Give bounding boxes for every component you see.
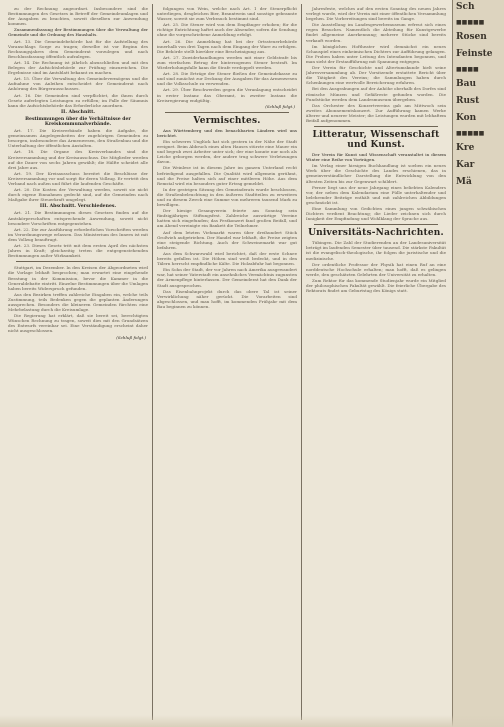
paragraph: Ein schweres Unglück hat sich gestern in der Nähe der Stadt ereignet. Beim Abbruch eines alten Hauses stürzte eine Mauer ein und begrub zwei Arbeiter unter sich; der eine konnte nur noch als Leiche geborgen werden, der andere trug schwere Verletzungen davon.: [157, 138, 297, 165]
advert-fragment: ■■■■: [456, 66, 479, 73]
paragraph: Die Regierung hat erklärt, daß sie bereit sei, berechtigten Wünschen Rechnung zu tragen, soweit dies mit den Grundsätzen des Entwurfs vereinbar sei. Eine Verständigung erscheint daher nicht ausgeschlossen.: [8, 313, 148, 334]
column-rule: [301, 4, 302, 720]
paragraph: Der Verein für Geschichte und Altertumskunde hielt seine Jahresversammlung ab. Der Vorsitzende erstattete Bericht über die Tätigkeit des Vereins; die Sammlungen haben durch Schenkungen eine wertvolle Bereicherung erfahren.: [306, 65, 446, 86]
divider: [314, 224, 438, 225]
paragraph: Art. 25. Die Steuer wird von dem Empfänger erhoben; für die richtige Entrichtung haftet auch der Absender, sofern die Sendung ohne die vorgeschriebene Anmeldung erfolgt.: [157, 22, 297, 38]
paragraph: Das Eisenbahnprojekt durch das obere Tal ist seiner Verwirklichung näher gerückt. Die Vorarbeiten sind abgeschlossen, und man hofft, im kommenden Frühjahr mit dem Bau beginnen zu können.: [157, 288, 297, 309]
advert-fragment: ■■■■■: [456, 130, 485, 137]
advert-fragment: Feinste: [456, 49, 493, 59]
section-title: II. Abschnitt.: [61, 109, 95, 115]
paragraph: Der ordentliche Professor der Physik hat einen Ruf an eine norddeutsche Hochschule erhalten; man hofft, daß es gelingen werde, den geschätzten Gelehrten der Universität zu erhalten.: [306, 261, 446, 277]
paragraph: Zusammenfassung der Bestimmungen über die Verwaltung der Gemeinde und die Ordnung des Haushalts.: [8, 27, 148, 38]
continued-note: (Schluß folgt.): [265, 103, 295, 109]
column-3: [306, 6, 446, 722]
advert-fragment: Rust: [456, 96, 480, 106]
paragraph: Das Orchester des Konzertvereins gab am Mittwoch sein zweites Abonnementskonzert. Zur Aufführung kamen Werke älterer und neuerer Meister; die Leistungen wurden mit lebhaftem Beifall aufgenommen.: [306, 102, 446, 123]
paragraph: In der gestrigen Sitzung des Gemeinderats wurde beschlossen, die Straßenbeleuchtung in den äußeren Stadtteilen zu erweitern und zu diesem Zweck eine Summe von mehreren tausend Mark zu bewilligen.: [157, 186, 297, 208]
paragraph: Ein Sohn der Stadt, der vor Jahren nach Amerika ausgewandert war, hat seiner Vaterstadt ein ansehnliches Vermächtnis zugunsten der Armenpflege hinterlassen. Der Gemeinderat hat den Dank der Stadt ausgesprochen.: [157, 267, 297, 288]
paragraph: Jahresfeste, welches auf den ersten Sonntag des neuen Jahres verlegt wurde, wird der Verein mit einer öffentlichen Versammlung begehen. Die Vorbereitungen sind bereits im Gange.: [306, 6, 446, 22]
paragraph: Art. 29. Über Beschwerden gegen die Veranlagung entscheidet in erster Instanz das Oberamt, in zweiter Instanz die Kreisregierung endgültig.: [157, 87, 297, 103]
section-subtitle: Bestimmungen über die Verhältnisse der Kreiskommunalverbände.: [25, 116, 131, 127]
section-title: III. Abschnitt. Verschiedenes.: [39, 204, 117, 210]
divider: [314, 126, 438, 127]
paragraph: Art. 23. Dieses Gesetz tritt mit dem ersten April des nächsten Jahres in Kraft; gleichzeitig treten die entgegenstehenden Bestimmungen außer Wirksamkeit.: [8, 243, 148, 259]
advert-fragment: Rosen: [456, 32, 487, 42]
section-heading: Vermischtes.: [193, 115, 261, 126]
divider: [16, 261, 140, 262]
paragraph: Art. 26. Die Anmeldung hat bei der Ortssteuerbehörde innerhalb von drei Tagen nach dem Eingang der Ware zu erfolgen. Die Behörde stellt hierüber eine Bescheinigung aus.: [157, 38, 297, 54]
page-shadow: [0, 715, 504, 727]
paragraph: folgungen von Wein, welche nach Art. 1 der Steuerpflicht unterliegen, desgleichen Bier, Branntwein und sonstige gebrannte Wasser, soweit sie zum Verbrauch bestimmt sind.: [157, 6, 297, 22]
paragraph: Art. 17. Die Kreisverbände haben die Aufgabe, die gemeinsamen Angelegenheiten der zugehörigen Gemeinden zu besorgen, insbesondere das Armenwesen, den Straßenbau und die Unterhaltung der öffentlichen Anstalten.: [8, 128, 148, 149]
advert-fragment: Bau: [456, 79, 476, 89]
paragraph: Tübingen. Die Zahl der Studierenden an der Landesuniversität beträgt im laufenden Semester über tausend. Die stärkste Fakultät ist die evangelisch-theologische, ihr folgen die juristische und die medizinische.: [306, 240, 446, 261]
paragraph: Art. 15. Über die Verwaltung des Gemeindevermögens und die Aufnahme von Anleihen entscheidet der Gemeinderat nach Anhörung des Bürgerausschusses.: [8, 76, 148, 92]
divider: [165, 112, 289, 113]
paragraph: Die Ausstellung im Landesgewerbemuseum erfreut sich eines regen Besuches. Namentlich die Abteilung für Kunstgewerbe findet allgemeine Anerkennung; mehrere Stücke sind bereits verkauft worden.: [306, 22, 446, 43]
column-1: [8, 6, 148, 722]
paragraph: Die Weinlese ist in diesem Jahre im ganzen Unterland recht befriedigend ausgefallen. Die Qualität wird allgemein gerühmt, und die Preise halten sich auf einer mittleren Höhe. Aus dem Remstal wird ein besonders guter Ertrag gemeldet.: [157, 165, 297, 186]
paragraph: Auf dem letzten Viehmarkt waren über dreihundert Stück Großvieh aufgetrieben. Der Handel war lebhaft, die Preise zeigten eine steigende Richtung. Auch der Schweinemarkt war gut befahren.: [157, 229, 297, 250]
advert-fragment: Kar: [456, 160, 475, 170]
section-heading: Litteratur, Wissenschaft und Kunst.: [312, 130, 440, 151]
paragraph: Art. 19. Der Kreisausschuss bereitet die Beschlüsse der Kreisversammlung vor und sorgt für deren Vollzug. Er vertritt den Verband nach außen und führt die laufenden Geschäfte.: [8, 170, 148, 186]
section-heading: Universitäts-Nachrichten.: [308, 228, 444, 239]
paragraph: Ferner liegt uns der neue Jahrgang eines beliebten Kalenders vor, der neben dem Kalendarium eine Fülle unterhaltender und belehrender Beiträge enthält und mit zahlreichen Abbildungen geschmückt ist.: [306, 184, 446, 205]
paragraph: Art. 18. Die Organe des Kreisverbandes sind die Kreisversammlung und der Kreisausschuss. Die Mitglieder werden auf die Dauer von sechs Jahren gewählt; die Hälfte scheidet alle drei Jahre aus.: [8, 149, 148, 170]
advert-fragment: ■■■■■: [456, 19, 485, 26]
paragraph: Der Verein für Kunst und Wissenschaft veranstaltet in diesem Winter eine Reihe von Vorträgen.: [306, 152, 446, 163]
column-2: [157, 6, 297, 722]
advert-fragment: Sch: [456, 2, 475, 12]
paragraph: Art. 21. Die Bestimmungen dieses Gesetzes finden auf die Amtskörperschaften entsprechende Anwendung, soweit nicht besondere Vorschriften entgegenstehen.: [8, 210, 148, 226]
paragraph: Art. 20. Die Kosten der Verwaltung werden, soweit sie nicht durch eigene Einnahmen gedeckt sind, auf die Gemeinden nach Maßgabe ihrer Steuerkraft umgelegt.: [8, 187, 148, 203]
paragraph: Der hiesige Gesangverein feierte am Sonntag sein fünfzigjähriges Stiftungsfest. Zahlreiche auswärtige Vereine hatten sich eingefunden; das Festkonzert fand großen Beifall, und am Abend vereinigte ein Bankett die Teilnehmer.: [157, 208, 297, 229]
adjacent-page-edge: [452, 0, 504, 727]
paragraph: Art. 27. Zuwiderhandlungen werden mit einer Geldstrafe bis zum vierfachen Betrag der hinterzogenen Steuer bestraft. Im Wiederholungsfalle kann die Strafe verdoppelt werden.: [157, 54, 297, 71]
paragraph: Art. 28. Die Erträge der Steuer fließen der Gemeindekasse zu und sind zunächst zur Deckung der Ausgaben für das Armenwesen und die Volksschule zu verwenden.: [157, 71, 297, 87]
advert-fragment: Mä: [456, 177, 472, 187]
paragraph: Stuttgart, im Dezember. In den Kreisen der Abgeordneten wird die Vorlage lebhaft besprochen; man erwartet eine eingehende Beratung in der Kommission, bevor die Kammer in die Generaldebatte eintritt. Einzelne Bestimmungen über die Umlagen haben bereits Widerspruch gefunden.: [8, 265, 148, 291]
paragraph: zu der Rechnung angeordnet. Insbesondere sind die Bestimmungen des Gesetzes in Betreff der Gemeindeumlagen und der Ausgaben zu beachten, soweit dieselben zur Anwendung kommen.: [8, 6, 148, 27]
paragraph: Im königlichen Hoftheater wird demnächst ein neues Schauspiel eines einheimischen Dichters zur Aufführung gelangen. Die Proben haben unter Leitung des Intendanten begonnen, und man sieht der Erstaufführung mit Spannung entgegen.: [306, 43, 446, 64]
paragraph: Zum Rektor für das kommende Studienjahr wurde ein Mitglied der philosophischen Fakultät gewählt. Die feierliche Übergabe des Rektorats findet am Geburtstag des Königs statt.: [306, 277, 446, 294]
paragraph: Eine Sammlung von Gedichten eines jungen schwäbischen Dichters verdient Beachtung; die Lieder zeichnen sich durch Innigkeit der Empfindung und Wohlklang der Sprache aus.: [306, 206, 446, 222]
advert-fragment: Kre: [456, 143, 475, 153]
paragraph: Im Verlag einer hiesigen Buchhandlung ist soeben ein neues Werk über die Geschichte des Landes erschienen, das in gemeinverständlicher Darstellung die Entwicklung von den ältesten Zeiten bis zur Gegenwart schildert.: [306, 163, 446, 184]
paragraph: Art. 14. Die Rechnung ist jährlich abzuschließen und mit den Belegen der Aufsichtsbehörde zur Prüfung einzureichen. Die Ergebnisse sind im Amtsblatt bekannt zu machen.: [8, 59, 148, 76]
paragraph: Aus dem Schwarzwald wird berichtet, daß der erste Schnee bereits gefallen ist. Die Höhen sind weiß bedeckt, und in den Tälern herrscht empfindliche Kälte. Die Holzabfuhr hat begonnen.: [157, 250, 297, 267]
column-rule: [152, 4, 153, 720]
advert-fragment: Kon: [456, 113, 477, 123]
paragraph: Art. 13. Die Gemeindebehörde hat für die Aufstellung des Voranschlags Sorge zu tragen; derselbe ist vor Beginn des Rechnungsjahres dem Gemeinderat vorzulegen und nach Beschlussfassung öffentlich aufzulegen.: [8, 38, 148, 59]
paragraph: Art. 16. Die Gemeinden sind verpflichtet, die ihnen durch Gesetz auferlegten Leistungen zu erfüllen; im Falle der Säumnis kann die Aufsichtsbehörde das Erforderliche anordnen.: [8, 92, 148, 108]
paragraph: Aus Württemberg und den benachbarten Ländern wird uns berichtet.: [157, 127, 297, 138]
paragraph: Aus den Bezirken treffen zahlreiche Eingaben ein, welche teils Zustimmung, teils Bedenken gegen die geplanten Änderungen aussprechen. Besonders die kleineren Gemeinden fürchten eine Mehrbelastung durch die Kreisumlage.: [8, 291, 148, 313]
paragraph: Art. 22. Die zur Ausführung erforderlichen Vorschriften werden im Verordnungswege erlassen. Das Ministerium des Innern ist mit dem Vollzug beauftragt.: [8, 226, 148, 242]
paragraph: Bei den Ausgrabungen auf der Anhöhe oberhalb des Dorfes sind römische Münzen und Gefäßreste gefunden worden. Die Fundstücke werden dem Landesmuseum übergeben.: [306, 86, 446, 102]
continued-note: (Schluß folgt.): [116, 334, 146, 340]
